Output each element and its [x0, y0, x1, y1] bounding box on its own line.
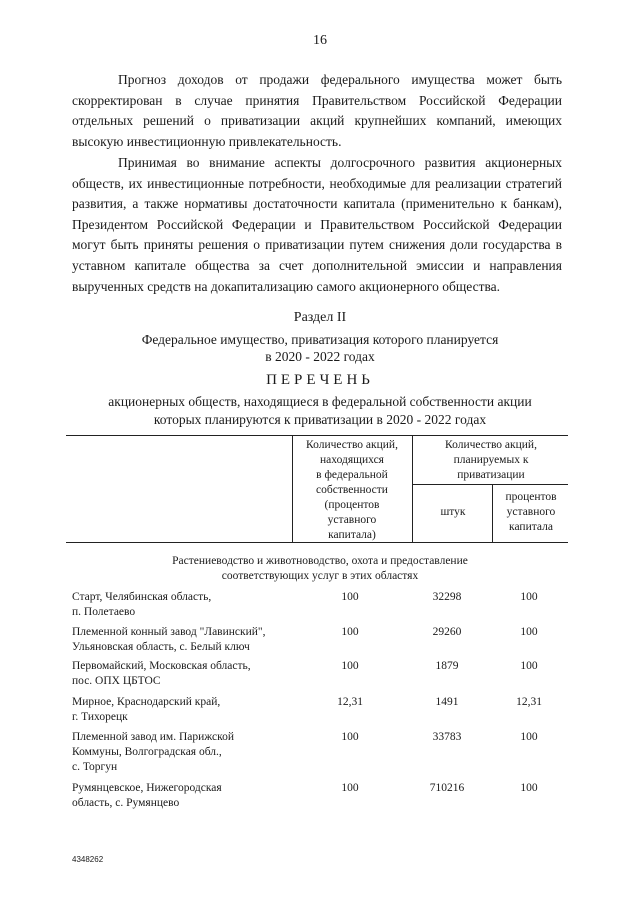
- row-percent: 100: [520, 782, 538, 794]
- row-units: 1491: [435, 696, 459, 708]
- row-units: 32298: [432, 591, 462, 603]
- header-units: штук: [440, 506, 466, 518]
- section-subtitle: [0, 331, 640, 365]
- list-subtitle-line: которых планируются к приватизации в 2020 - 2022 годах: [153, 412, 487, 427]
- row-percent: 100: [520, 626, 538, 638]
- table-col-divider: [292, 435, 293, 542]
- row-federal-percent: 100: [341, 782, 359, 794]
- row-federal-percent: 100: [341, 591, 359, 603]
- row-federal-percent: 100: [341, 731, 359, 743]
- row-federal-percent: 100: [341, 660, 359, 672]
- row-federal-percent: 100: [341, 626, 359, 638]
- row-units: 33783: [432, 731, 462, 743]
- row-company-name: Племенной конный завод "Лавинский", Ульяновская область, с. Белый ключ: [72, 626, 266, 653]
- paragraph-forecast: Прогноз доходов от продажи федерального имущества может быть скорректирован в случае принятия Правительством Российской Федерации отдельных решений о приватизации акций крупнейших компаний, имеющих высокую инвестиционную привлекательность.: [72, 72, 562, 149]
- header-planned-shares: Количество акций, планируемых к приватизации: [445, 439, 537, 481]
- header-federal-shares: Количество акций, находящихся в федеральной собственности (процентов уставного капитала): [306, 439, 398, 541]
- row-percent: 100: [520, 591, 538, 603]
- section-title: Раздел II: [293, 310, 347, 325]
- header-percent: процентов уставного капитала: [505, 491, 557, 533]
- row-units: 710216: [429, 782, 465, 794]
- row-company-name: Первомайский, Московская область, пос. ОПХ ЦБТОС: [72, 660, 251, 687]
- row-company-name: Мирное, Краснодарский край, г. Тихорецк: [72, 696, 221, 723]
- row-company-name: Старт, Челябинская область, п. Полетаево: [72, 591, 212, 618]
- row-percent: 100: [520, 731, 538, 743]
- table-group-title: Растениеводство и животноводство, охота и предоставление соответствующих услуг в этих областях: [172, 555, 468, 582]
- document-code: 4348262: [72, 855, 104, 864]
- row-units: 1879: [435, 660, 459, 672]
- row-percent: 100: [520, 660, 538, 672]
- table-col-divider: [412, 435, 413, 542]
- table-top-border: [66, 435, 568, 436]
- row-units: 29260: [432, 626, 462, 638]
- row-company-name: Племенной завод им. Парижской Коммуны, Волгоградская обл., с. Торгун: [72, 731, 235, 773]
- list-title: ПЕРЕЧЕНЬ: [266, 372, 374, 388]
- list-subtitle-line: акционерных обществ, находящиеся в федеральной собственности акции: [108, 394, 532, 409]
- list-subtitle: [0, 393, 640, 429]
- page-number: 16: [313, 33, 327, 48]
- row-federal-percent: 12,31: [337, 696, 363, 708]
- row-company-name: Румянцевское, Нижегородская область, с. Румянцево: [72, 782, 222, 809]
- table-col-divider: [492, 484, 493, 542]
- paragraph-privatization: Принимая во внимание аспекты долгосрочного развития акционерных обществ, их инвестиционные потребности, необходимые для реализации стратегий развития, а также нормативы достаточности капитала (применительно к банкам), Президентом Российской Федерации и Правительством Российской Федерации могут быть приняты решения о приватизации путем снижения доли государства в уставном капитале общества за счет дополнительной эмиссии и направления вырученных средств на докапитализацию самого акционерного общества.: [72, 155, 562, 294]
- table-subheader-border: [412, 484, 568, 485]
- row-percent: 12,31: [516, 696, 542, 708]
- section-subtitle-line: Федеральное имущество, приватизация которого планируется: [141, 332, 499, 347]
- section-subtitle-line: в 2020 - 2022 годах: [265, 349, 375, 364]
